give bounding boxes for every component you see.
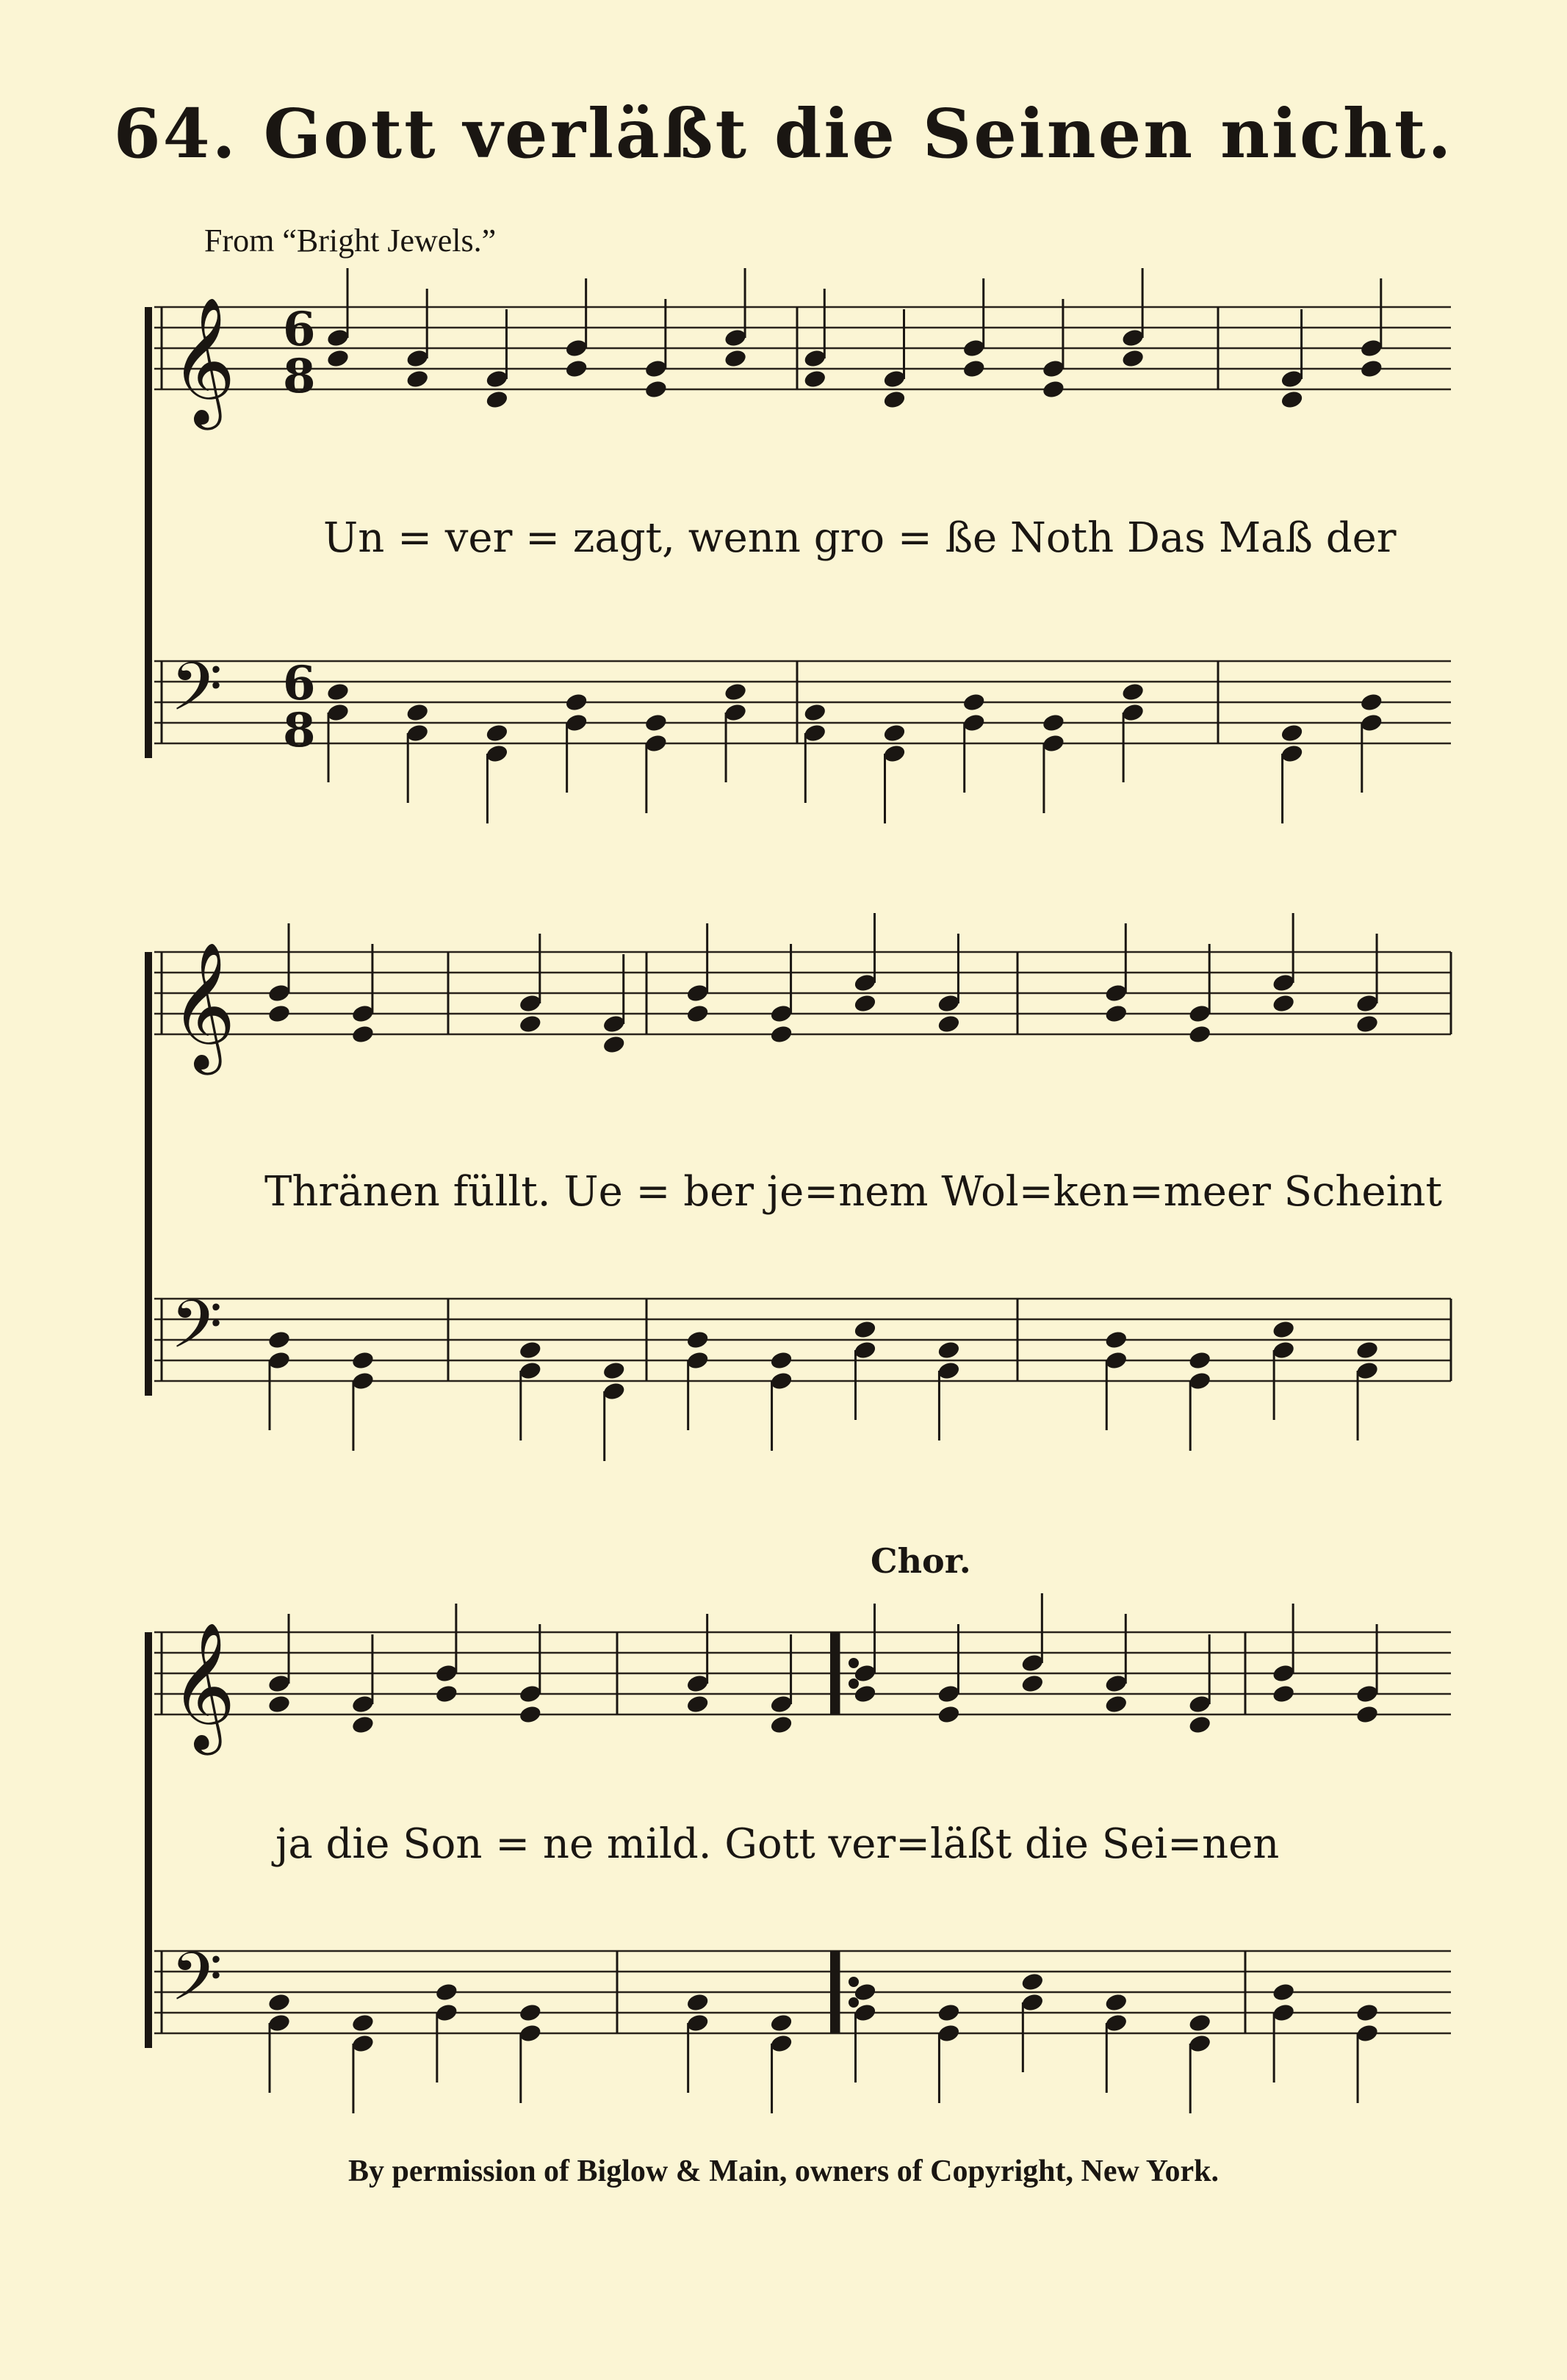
note-head	[1104, 1992, 1128, 2013]
treble-staff	[154, 1593, 1451, 1756]
note-head	[267, 1003, 291, 1024]
note-head	[1041, 713, 1065, 733]
note-head	[769, 1024, 793, 1045]
note-head	[882, 389, 907, 410]
note-head	[518, 1704, 542, 1725]
note-head	[1020, 1673, 1045, 1694]
copyright-permission: By permission of Biglow & Main, owners of Copyright, New York.	[348, 2154, 1219, 2188]
note-head	[882, 723, 907, 743]
note-head	[1359, 358, 1383, 379]
note-head	[1355, 1014, 1379, 1034]
note-head	[518, 1014, 542, 1034]
repeat-dot	[849, 1977, 859, 1987]
note-head	[1272, 1319, 1296, 1340]
repeat-dot	[849, 1997, 859, 2008]
note-head	[685, 1003, 710, 1024]
repeat-dot	[849, 1658, 859, 1668]
note-head	[267, 1992, 291, 2013]
note-head	[1188, 1714, 1212, 1735]
treble-clef-icon: 𝄞	[170, 1622, 236, 1750]
repeat-bar	[830, 1951, 839, 2033]
note-head	[434, 1684, 458, 1704]
lyric-line-3: ja die Son = ne mild. Gott ver=läßt die Sei=nen	[275, 1820, 1280, 1868]
note-head	[350, 2013, 375, 2033]
source-attribution: From “Bright Jewels.”	[204, 223, 497, 259]
note-head	[723, 682, 747, 702]
note-head	[937, 1014, 961, 1034]
lyric-line-2: Thränen füllt. Ue = ber je=nem Wol=ken=meer Scheint	[264, 1168, 1443, 1216]
note-head	[769, 1350, 793, 1371]
note-head	[1020, 1972, 1045, 1992]
note-head	[1355, 2002, 1379, 2023]
note-head	[350, 1714, 375, 1735]
system-3	[148, 1593, 1451, 2113]
note-head	[962, 692, 986, 713]
note-head	[685, 1330, 710, 1350]
time-signature-top: 6	[283, 656, 316, 711]
note-head	[1188, 2013, 1212, 2033]
note-head	[325, 348, 350, 369]
note-head	[350, 1350, 375, 1371]
note-head	[1121, 348, 1145, 369]
note-head	[1272, 993, 1296, 1014]
note-head	[1272, 1982, 1296, 2002]
note-head	[962, 358, 986, 379]
note-head	[434, 1982, 458, 2002]
note-head	[564, 358, 588, 379]
bass-clef-icon: 𝄢	[170, 1938, 223, 2032]
note-head	[1355, 1704, 1379, 1725]
note-head	[1104, 1003, 1128, 1024]
bass-staff	[154, 1285, 1451, 1461]
note-head	[685, 1694, 710, 1714]
note-head	[350, 1024, 375, 1045]
note-head	[803, 702, 827, 723]
note-head	[1104, 1330, 1128, 1350]
treble-staff	[154, 268, 1451, 430]
bass-clef-icon: 𝄢	[170, 1285, 223, 1380]
note-head	[325, 682, 350, 702]
treble-staff	[154, 913, 1451, 1075]
note-head	[803, 369, 827, 389]
note-head	[685, 1992, 710, 2013]
note-head	[937, 2002, 961, 2023]
note-head	[267, 1330, 291, 1350]
note-head	[518, 2002, 542, 2023]
note-head	[1272, 1684, 1296, 1704]
note-head	[937, 1704, 961, 1725]
note-head	[1188, 1350, 1212, 1371]
note-head	[1359, 692, 1383, 713]
note-head	[1280, 389, 1304, 410]
note-head	[769, 1714, 793, 1735]
treble-clef-icon: 𝄞	[170, 942, 236, 1070]
repeat-sign-icon	[830, 1632, 859, 2033]
note-head	[853, 1319, 877, 1340]
lyric-line-1: Un = ver = zagt, wenn gro = ße Noth Das Maß der	[323, 514, 1397, 562]
note-head	[769, 2013, 793, 2033]
note-head	[406, 369, 430, 389]
system-1	[148, 268, 1451, 823]
hymn-title: 64. Gott verläßt die Seinen nicht.	[113, 94, 1454, 173]
bass-staff	[154, 648, 1451, 823]
note-head	[1188, 1024, 1212, 1045]
note-head	[602, 1034, 626, 1055]
time-signature-bottom: 8	[283, 349, 316, 404]
note-head	[267, 1694, 291, 1714]
time-signature-bottom: 8	[283, 703, 316, 758]
note-head	[723, 348, 747, 369]
note-head	[1355, 1340, 1379, 1360]
note-head	[564, 692, 588, 713]
note-head	[1280, 723, 1304, 743]
note-head	[406, 702, 430, 723]
section-label-chor: Chor.	[871, 1541, 971, 1581]
note-head	[937, 1340, 961, 1360]
bass-staff	[154, 1938, 1451, 2113]
note-head	[644, 713, 668, 733]
repeat-bar	[830, 1632, 839, 1714]
note-head	[853, 993, 877, 1014]
repeat-dot	[849, 1678, 859, 1689]
note-head	[644, 379, 668, 400]
note-head	[1104, 1694, 1128, 1714]
system-2	[148, 913, 1451, 1461]
note-head	[485, 389, 509, 410]
note-head	[518, 1340, 542, 1360]
note-head	[602, 1360, 626, 1381]
bass-clef-icon: 𝄢	[170, 648, 223, 742]
treble-clef-icon: 𝄞	[170, 297, 236, 425]
note-head	[485, 723, 509, 743]
note-head	[1121, 682, 1145, 702]
note-head	[1041, 379, 1065, 400]
time-signature-top: 6	[283, 302, 316, 357]
